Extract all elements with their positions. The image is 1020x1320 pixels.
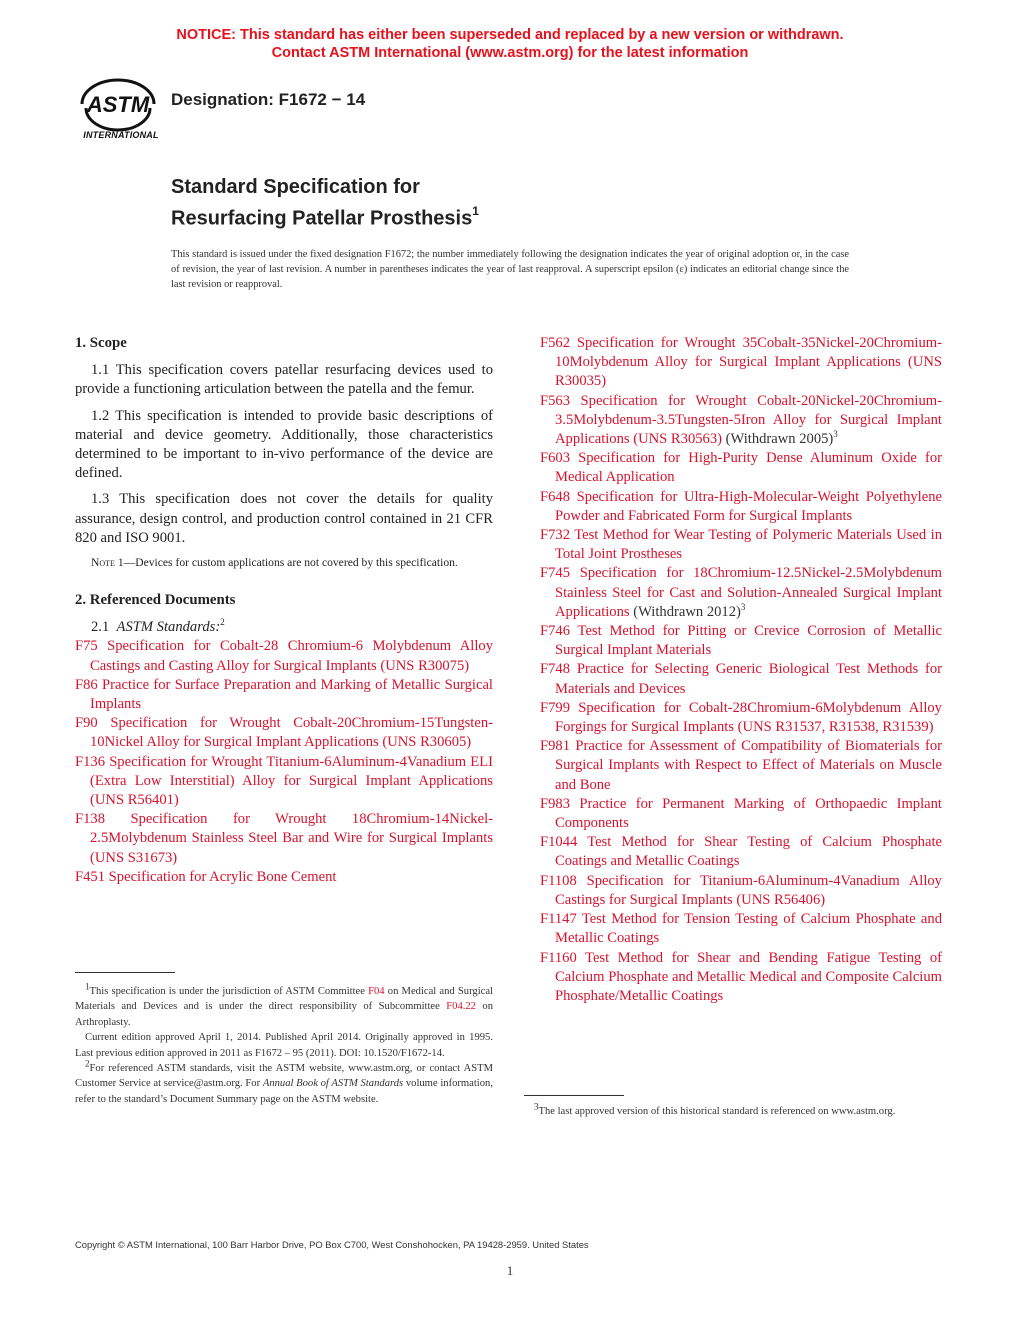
reference-item [540,699,942,737]
astm-standards-subheading [75,618,493,637]
reference-item [75,637,493,675]
fn1-subcommittee-link[interactable]: F04.22 [446,1001,476,1013]
reference-title-link[interactable]: Specification for Wrought Titanium-6Aluminum-4Vanadium ELI (Extra Low Interstitial) Alloy for Surgical Implant Applications (UNS R56401) [90,753,493,809]
reference-title-link[interactable]: Specification for Cobalt-28Chromium-6Molybdenum Alloy Forgings for Surgical Implants (UNS R31537, R31538, R31539) [555,699,942,736]
fn3-mark: 3 [534,1101,539,1112]
reference-code-link[interactable]: F562 [540,335,571,351]
fn1-t1: This specification is under the jurisdiction of ASTM Committee [89,986,369,997]
reference-title-link[interactable]: Specification for Wrought 35Cobalt-35Nickel-20Chromium-10Molybdenum Alloy for Surgical Implant Applications (UNS R30035) [555,335,942,390]
reference-item [75,868,493,887]
footnote-3 [524,1101,942,1119]
reference-item [75,676,493,714]
reference-code-link[interactable]: F86 [75,676,98,693]
fn1-t3: on Arthroplasty. [75,1001,493,1028]
reference-code-link[interactable]: F799 [540,699,571,716]
reference-code-link[interactable]: F136 [75,753,106,770]
astm-logo-icon [72,74,164,134]
reference-item [540,660,942,698]
reference-title-link[interactable]: Test Method for Pitting or Crevice Corrosion of Metallic Surgical Implant Materials [555,623,942,659]
reference-item [75,810,493,868]
scope-para-1-2: 1.2 This specification is intended to provide basic descriptions of material and device geometry. Additionally, those characteristics determined to be important to in-vivo performance of the device are defined. [75,407,493,482]
reference-item [540,622,942,660]
reference-code-link[interactable]: F563 [540,392,571,409]
designation: Designation: F1672 − 14 [171,90,366,109]
reference-code-link[interactable]: F648 [540,488,571,505]
fn1-mark: 1 [85,981,90,992]
footnote-1 [75,981,493,1030]
reference-title-link[interactable]: Specification for Wrought Cobalt-20Nickel-20Chromium-3.5Molybdenum-3.5Tungsten-5Iron Alloy for Surgical Implant Applications (UNS R30563) [555,392,942,448]
reference-item [75,714,493,752]
reference-footnote-mark: 3 [833,429,838,440]
note-label: Note 1 [91,556,124,570]
reference-title-link[interactable]: Practice for Permanent Marking of Orthopaedic Implant Components [555,795,942,832]
reference-item [540,795,942,833]
reference-title-link[interactable]: Specification for Titanium-6Aluminum-4Vanadium Alloy Castings for Surgical Implants (UNS R56406) [555,872,942,908]
footnotes-left [75,981,493,1107]
scope-note-1 [75,555,493,571]
fn1-committee-link[interactable]: F04 [368,986,385,997]
document-title [171,174,479,232]
scope-para-1-3: 1.3 This specification does not cover the details for quality assurance, design control, and production control contained in 21 CFR 820 and ISO 9001. [75,491,493,546]
reference-item [540,564,942,622]
sub-num: 2.1 [91,619,110,636]
title-footnote-mark: 1 [472,204,479,218]
reference-code-link[interactable]: F748 [540,661,571,678]
reference-item [540,833,942,871]
reference-code-link[interactable]: F746 [540,623,571,640]
footnote-rule-right [524,1095,624,1096]
right-column [540,334,942,1006]
reference-code-link[interactable]: F75 [75,638,98,655]
fn2-italic: Annual Book of ASTM Standards [262,1078,404,1090]
reference-title-link[interactable]: Specification for Wrought Cobalt-20Chromium-15Tungsten-10Nickel Alloy for Surgical Implant Applications (UNS R30605) [90,715,493,751]
fn2-mark: 2 [85,1058,90,1069]
footnote-2 [75,1058,493,1107]
fn1-t2: on Medical and Surgical Materials and Devices and is under the direct responsibility of Subcommittee [75,986,493,1013]
reference-title-link[interactable]: Practice for Selecting Generic Biological Test Methods for Materials and Devices [555,661,942,697]
left-column [75,334,493,887]
reference-title-link[interactable]: Test Method for Wear Testing of Polymeric Materials Used in Total Joint Prostheses [555,527,942,563]
fn2-t1: For referenced ASTM standards, visit the ASTM website, www.astm.org, or contact ASTM Customer Service at service@astm.org. For [75,1063,493,1090]
reference-item [540,872,942,910]
title-line-2 [171,200,479,232]
title-line-1: Standard Specification for [171,176,420,198]
footnote-rule-left [75,972,175,973]
reference-code-link[interactable]: F90 [75,715,98,732]
reference-code-link[interactable]: F983 [540,795,571,812]
fn2-t2: volume information, refer to the standard’s Document Summary page on the ASTM website. [75,1078,493,1105]
scope-heading: 1. Scope [75,335,127,351]
reference-title-link[interactable]: Test Method for Shear and Bending Fatigue Testing of Calcium Phosphate and Metallic Medical and Composite Calcium Phosphate/Metallic Coatings [555,949,942,1004]
reference-item [540,910,942,948]
reference-title-link[interactable]: Practice for Assessment of Compatibility of Biomaterials for Surgical Implants with Respect to Effect of Materials on Muscle and Bone [555,738,942,793]
reference-title-link[interactable]: Test Method for Shear Testing of Calcium Phosphate Coatings and Metallic Coatings [555,834,942,870]
reference-code-link[interactable]: F745 [540,565,571,582]
footnote-1b: Current edition approved April 1, 2014. Published April 2014. Originally approved in 1995. Last previous edition approved in 2011 as F1672 – 95 (2011). DOI: 10.1520/F1672-14. [75,1032,493,1059]
reference-title-link[interactable]: Specification for Ultra-High-Molecular-Weight Polyethylene Powder and Fabricated Form for Surgical Implants [555,488,942,524]
astm-logo [72,74,164,144]
reference-title-link[interactable]: Specification for Wrought 18Chromium-14Nickel-2.5Molybdenum Stainless Steel Bar and Wire for Surgical Implants (UNS S31673) [90,811,493,866]
reference-item [540,334,942,392]
reference-code-link[interactable]: F1160 [540,949,577,966]
right-reference-list [540,334,942,1006]
fn3-text: The last approved version of this historical standard is referenced on www.astm.org. [538,1106,896,1117]
reference-title-link[interactable]: Specification for Cobalt-28 Chromium-6 Molybdenum Alloy Castings and Casting Alloy for Surgical Implants (UNS R30075) [90,638,493,674]
reference-item [75,753,493,811]
reference-title-link[interactable]: Practice for Surface Preparation and Marking of Metallic Surgical Implants [90,676,493,713]
reference-code-link[interactable]: F1044 [540,834,578,851]
reference-item [540,488,942,526]
reference-status: (Withdrawn 2012) [629,603,741,620]
reference-code-link[interactable]: F1147 [540,911,577,928]
sub-label: ASTM Standards: [116,619,221,636]
reference-code-link[interactable]: F138 [75,811,106,828]
reference-item [540,737,942,795]
reference-code-link[interactable]: F451 [75,868,106,885]
reference-footnote-mark: 3 [740,601,746,612]
reference-status: (Withdrawn 2005) [722,431,834,448]
note-text: —Devices for custom applications are not covered by this specification. [123,556,458,570]
reference-item [540,526,942,564]
reference-item [540,949,942,1007]
superseded-notice [0,26,1020,62]
reference-title-link[interactable]: Specification for 18Chromium-12.5Nickel-2.5Molybdenum Stainless Steel for Cast and Solution-Annealed Surgical Implant Applications [555,565,942,620]
copyright: Copyright © ASTM International, 100 Barr Harbor Drive, PO Box C700, West Conshohocken, PA 19428-2959. United States [75,1239,589,1250]
logo-letters: ASTM [86,92,150,117]
reference-code-link[interactable]: F1108 [540,872,577,889]
issued-note: This standard is issued under the fixed designation F1672; the number immediately following the designation indicates the year of original adoption or, in the case of revision, the year of last revision. A number in parentheses indicates the year of last reapproval. A superscript epsilon (ε) indicates an editorial change since the last revision or reapproval. [171,249,849,290]
scope-para-1-1: 1.1 This specification covers patellar resurfacing devices used to provide a functioning articulation between the patella and the femur. [75,362,493,398]
reference-code-link[interactable]: F603 [540,450,571,467]
notice-line-1: NOTICE: This standard has either been superseded and replaced by a new version or withdrawn. [176,27,844,43]
reference-item [540,449,942,487]
left-reference-list [75,637,493,887]
reference-item [540,392,942,450]
sub-sup: 2 [220,617,225,628]
page-number: 1 [506,1263,514,1278]
reference-code-link[interactable]: F981 [540,738,571,755]
notice-line-2: Contact ASTM International (www.astm.org) for the latest information [271,45,749,61]
reference-title-link[interactable]: Specification for High-Purity Dense Aluminum Oxide for Medical Application [555,450,942,486]
reference-title-link[interactable]: Specification for Acrylic Bone Cement [108,868,337,885]
footnote-right [524,1101,942,1119]
refdocs-heading: 2. Referenced Documents [75,592,236,609]
reference-code-link[interactable]: F732 [540,527,571,544]
title-line-2-text: Resurfacing Patellar Prosthesis [171,207,473,230]
reference-title-link[interactable]: Test Method for Tension Testing of Calcium Phosphate and Metallic Coatings [555,911,942,947]
logo-international: INTERNATIONAL [83,130,159,140]
